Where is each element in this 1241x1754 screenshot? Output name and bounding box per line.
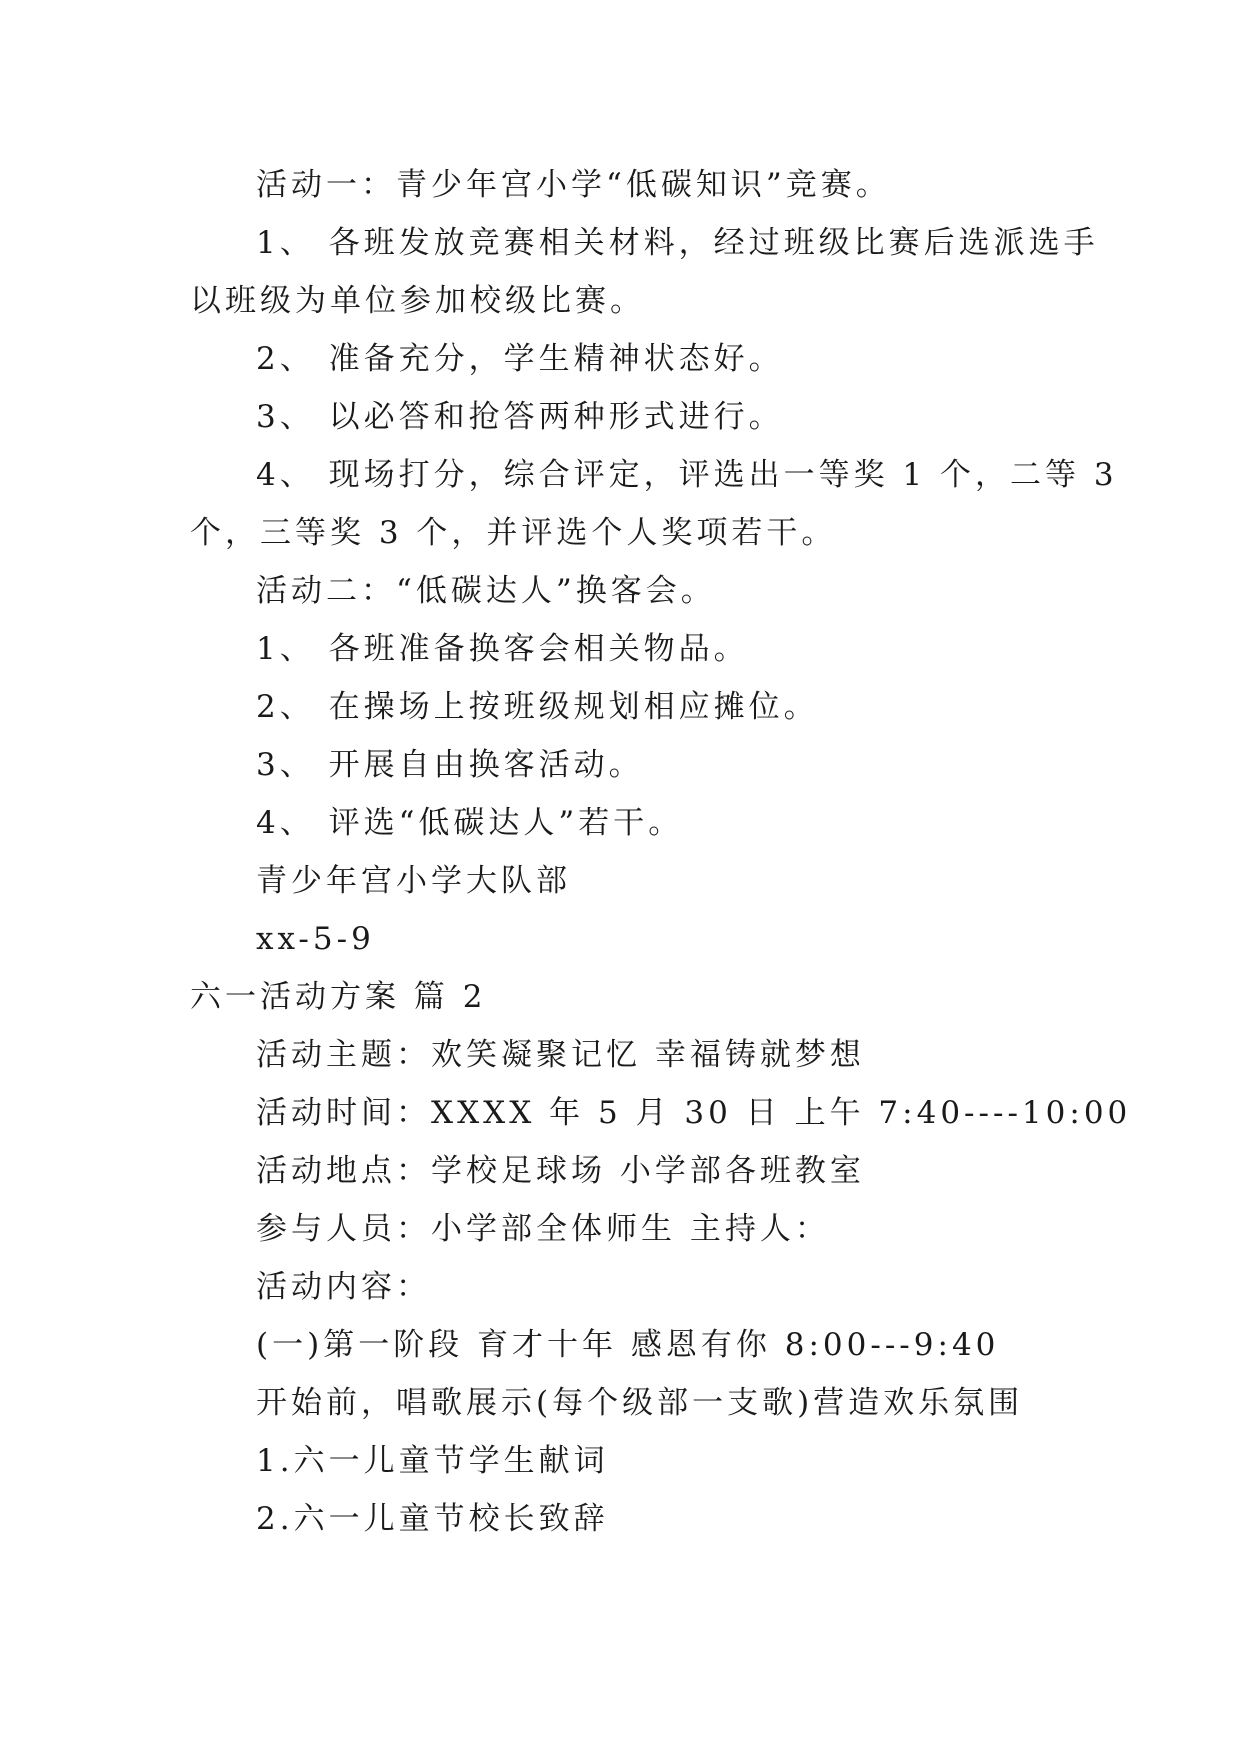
activity-content-heading: 活动内容： bbox=[256, 1269, 431, 1305]
activity-location: 活动地点：学校足球场 小学部各班教室 bbox=[256, 1153, 865, 1189]
activity-one-heading: 活动一：青少年宫小学“低碳知识”竞赛。 bbox=[256, 167, 891, 203]
activity-time: 活动时间：XXXX 年 5 月 30 日 上午 7:40----10:00 bbox=[256, 1095, 1132, 1131]
stage-one-heading: (一)第一阶段 育才十年 感恩有你 8:00---9:40 bbox=[256, 1327, 1000, 1363]
activity-one-item-2: 2、 准备充分，学生精神状态好。 bbox=[256, 341, 784, 377]
activity-one-item-1-continued: 以班级为单位参加校级比赛。 bbox=[190, 283, 645, 319]
activity-two-item-4: 4、 评选“低碳达人”若干。 bbox=[256, 805, 684, 841]
participants: 参与人员：小学部全体师生 主持人： bbox=[256, 1211, 830, 1247]
program-item-1: 1.六一儿童节学生献词 bbox=[256, 1443, 609, 1479]
activity-one-item-3: 3、 以必答和抢答两种形式进行。 bbox=[256, 399, 784, 435]
activity-theme: 活动主题：欢笑凝聚记忆 幸福铸就梦想 bbox=[256, 1037, 865, 1073]
activity-two-item-1: 1、 各班准备换客会相关物品。 bbox=[256, 631, 749, 667]
activity-two-heading: 活动二：“低碳达人”换客会。 bbox=[256, 573, 716, 609]
activity-one-item-4-continued: 个，三等奖 3 个，并评选个人奖项若干。 bbox=[190, 515, 837, 551]
program-item-2: 2.六一儿童节校长致辞 bbox=[256, 1501, 609, 1537]
section-title-part-2: 六一活动方案 篇 2 bbox=[190, 979, 487, 1015]
activity-one-item-1: 1、 各班发放竞赛相关材料，经过班级比赛后选派选手 bbox=[256, 225, 1099, 261]
activity-two-item-3: 3、 开展自由换客活动。 bbox=[256, 747, 644, 783]
opening-song-note: 开始前，唱歌展示(每个级部一支歌)营造欢乐氛围 bbox=[256, 1385, 1024, 1421]
organizer-signature: 青少年宫小学大队部 bbox=[256, 863, 571, 899]
activity-two-item-2: 2、 在操场上按班级规划相应摊位。 bbox=[256, 689, 819, 725]
document-date: xx-5-9 bbox=[256, 921, 375, 957]
activity-one-item-4: 4、 现场打分，综合评定，评选出一等奖 1 个，二等 3 bbox=[256, 457, 1118, 493]
